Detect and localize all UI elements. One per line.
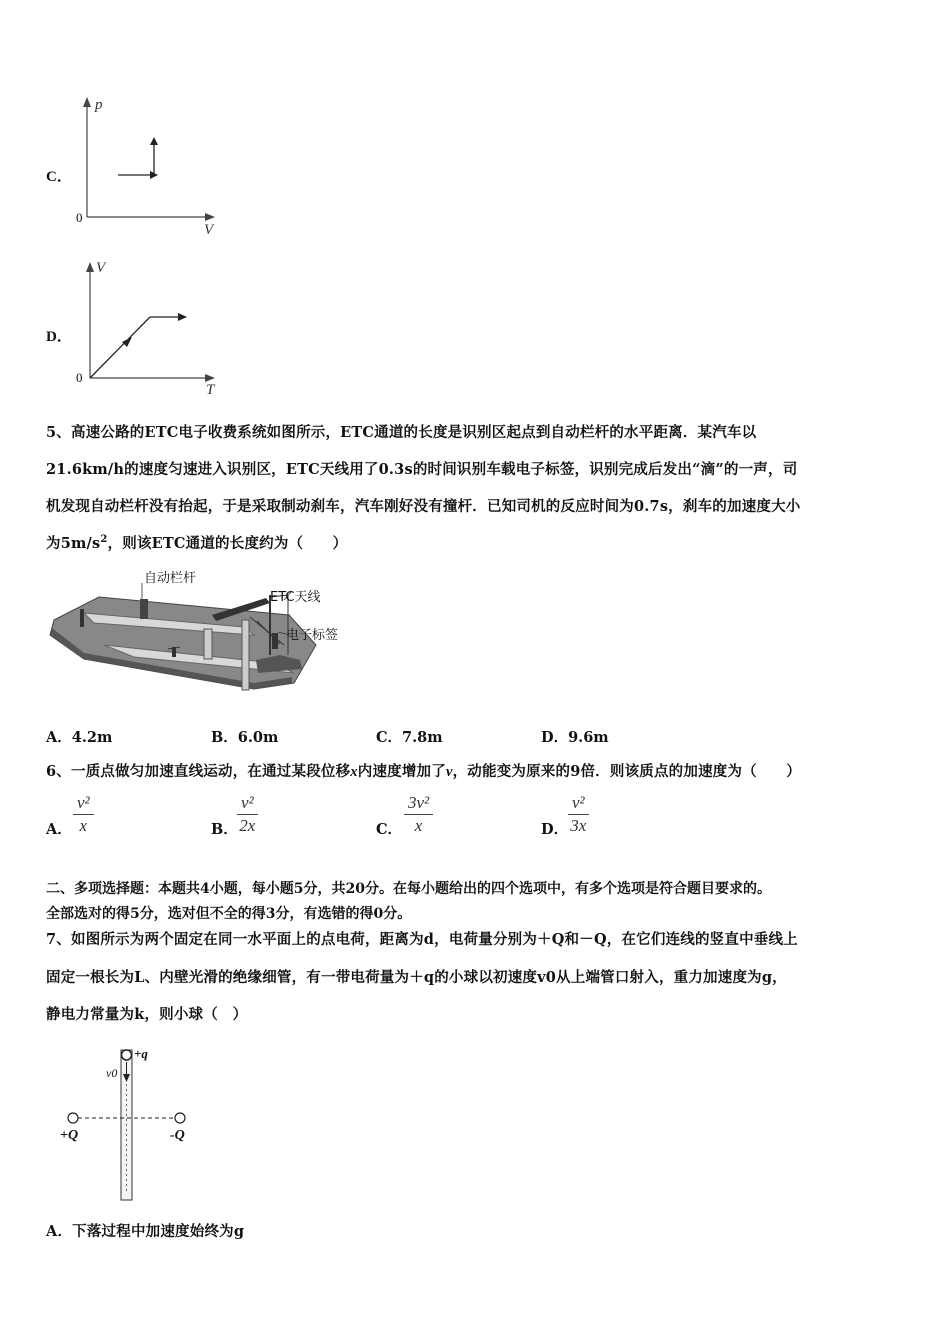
q5-option-a-text: 4.2m bbox=[71, 729, 113, 746]
q6-b-num: v² bbox=[241, 793, 254, 812]
label-minus-big-q: -Q bbox=[170, 1128, 185, 1143]
charges-tube-figure bbox=[55, 1044, 205, 1204]
q5-option-a-key: A． bbox=[46, 729, 72, 746]
q5-line4-pre: 为5m/s bbox=[46, 535, 101, 552]
graph-c-x-axis: V bbox=[204, 222, 214, 238]
label-v0: v0 bbox=[106, 1066, 118, 1080]
q6-d-den: 3x bbox=[570, 816, 587, 835]
q6-option-a-key[interactable]: A． bbox=[46, 821, 72, 838]
q6-stem-v: v bbox=[445, 764, 453, 780]
q7-option-a[interactable]: A．下落过程中加速度始终为g bbox=[46, 1223, 245, 1240]
q6-d-num: v² bbox=[572, 793, 585, 812]
q5-option-c-key: C． bbox=[376, 729, 403, 746]
graph-c-origin: 0 bbox=[76, 210, 83, 225]
q6-a-den: x bbox=[79, 816, 88, 835]
graph-d-x-axis: T bbox=[206, 382, 215, 398]
q5-option-c-text: 7.8m bbox=[402, 729, 443, 746]
q5-option-b[interactable] bbox=[211, 726, 278, 747]
graph-d-origin: 0 bbox=[76, 370, 83, 385]
option-d-label: D． bbox=[46, 329, 72, 345]
q6-option-b-key[interactable]: B． bbox=[211, 821, 238, 838]
q5-line1: 5、高速公路的ETC电子收费系统如图所示，ETC通道的长度是识别区起点到自动栏杆的水平距离．某汽车以 bbox=[46, 424, 757, 441]
q5-option-b-key: B． bbox=[211, 729, 238, 746]
q6-c-num: 3v² bbox=[408, 793, 430, 812]
q6-option-d-fraction bbox=[568, 793, 589, 836]
q5-option-d-key: D． bbox=[541, 729, 569, 746]
etc-label-gate: 自动栏杆 bbox=[144, 571, 197, 586]
q6-stem bbox=[46, 760, 801, 781]
q6-stem-a: 6、一质点做匀加速直线运动，在通过某段位移 bbox=[46, 763, 351, 780]
q5-option-d[interactable] bbox=[541, 726, 609, 747]
q5-line4-post: ，则该ETC通道的长度约为（ ） bbox=[107, 535, 348, 552]
q6-option-b-fraction bbox=[237, 793, 258, 836]
q6-a-num: v² bbox=[77, 793, 90, 812]
q5-line2: 21.6km/h的速度匀速进入识别区，ETC天线用了0.3s的时间识别车载电子标签，识别完成后发出“滴”的一声，司 bbox=[46, 461, 798, 478]
q6-c-den: x bbox=[414, 816, 423, 835]
q5-line4 bbox=[46, 532, 347, 553]
q6-option-c-key[interactable]: C． bbox=[376, 821, 403, 838]
q6-option-d-key[interactable]: D． bbox=[541, 821, 569, 838]
label-plus-q: +q bbox=[134, 1046, 148, 1061]
option-c-label: C． bbox=[46, 169, 72, 185]
q5-option-d-text: 9.6m bbox=[568, 729, 609, 746]
q6-option-a-fraction bbox=[73, 793, 94, 836]
q6-stem-b: 内速度增加了 bbox=[357, 763, 446, 780]
graph-c-y-axis: p bbox=[95, 97, 103, 113]
q7-line2: 固定一根长为L、内壁光滑的绝缘细管，有一带电荷量为＋q的小球以初速度v0从上端管口射入，重力加速度为g， bbox=[46, 969, 787, 986]
q5-option-a[interactable] bbox=[46, 726, 112, 747]
q5-line3: 机发现自动栏杆没有抬起，于是采取制动刹车，汽车刚好没有撞杆．已知司机的反应时间为0.7s，刹车的加速度大小 bbox=[46, 498, 801, 515]
q7-line3: 静电力常量为k，则小球（ ） bbox=[46, 1006, 248, 1023]
section2-line1: 二、多项选择题：本题共4小题，每小题5分，共20分。在每小题给出的四个选项中，有多个选项是符合题目要求的。 bbox=[46, 881, 771, 897]
label-plus-big-q: +Q bbox=[60, 1128, 79, 1143]
q5-option-c[interactable] bbox=[376, 726, 443, 747]
q6-stem-c: ，动能变为原来的9倍．则该质点的加速度为（ ） bbox=[452, 763, 801, 780]
graph-d-y-axis: V bbox=[96, 260, 106, 276]
q5-line4-sup: 2 bbox=[100, 534, 108, 546]
q6-b-den: 2x bbox=[239, 816, 256, 835]
q6-stem-x: x bbox=[350, 764, 358, 780]
q7-line1: 7、如图所示为两个固定在同一水平面上的点电荷，距离为d，电荷量分别为＋Q和－Q，在它们连线的竖直中垂线上 bbox=[46, 931, 798, 948]
etc-label-antenna: ETC天线 bbox=[270, 590, 321, 605]
q6-option-c-fraction bbox=[404, 793, 433, 836]
etc-label-tag: 电子标签 bbox=[286, 628, 339, 643]
q5-option-b-text: 6.0m bbox=[237, 729, 279, 746]
graph-d-vt bbox=[70, 258, 230, 398]
section2-line2: 全部选对的得5分，选对但不全的得3分，有选错的得0分。 bbox=[46, 906, 412, 922]
